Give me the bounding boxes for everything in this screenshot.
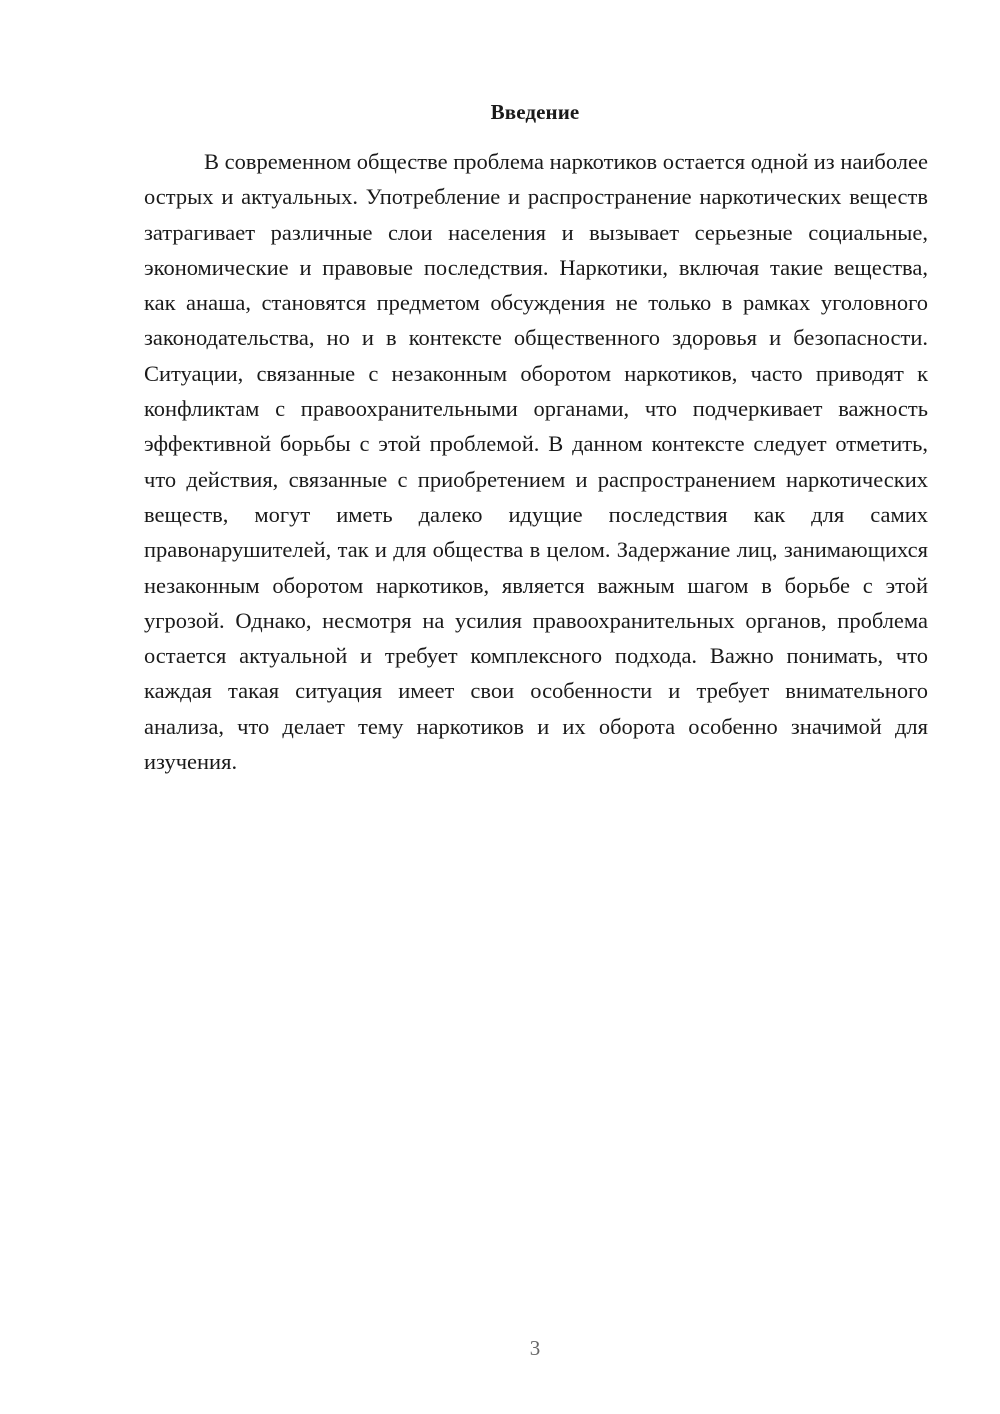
section-heading: Введение: [490, 100, 580, 124]
body-paragraph: В современном обществе проблема наркотиков остается одной из наиболее острых и актуальных. Употребление и распространение наркотических веществ затрагивает различные слои населения и вызывает серьезные социальные, экономические и правовые последствия. Наркотики, включая такие вещества, как анаша, становятся предметом обсуждения не только в рамках уголовного законодательства, но и в контексте общественного здоровья и безопасности. Ситуации, связанные с незаконным оборотом наркотиков, часто приводят к конфликтам с правоохранительными органами, что подчеркивает важность эффективной борьбы с этой проблемой. В данном контексте следует отметить, что действия, связанные с приобретением и распространением наркотических веществ, могут иметь далеко идущие последствия как для самих правонарушителей, так и для общества в целом. Задержание лиц, занимающихся незаконным оборотом наркотиков, является важным шагом в борьбе с этой угрозой. Однако, несмотря на усилия правоохранительных органов, проблема остается актуальной и требует комплексного подхода. Важно понимать, что каждая такая ситуация имеет свои особенности и требует внимательного анализа, что делает тему наркотиков и их оборота особенно значимой для изучения.: [144, 149, 928, 775]
page-number: 3: [529, 1336, 541, 1360]
